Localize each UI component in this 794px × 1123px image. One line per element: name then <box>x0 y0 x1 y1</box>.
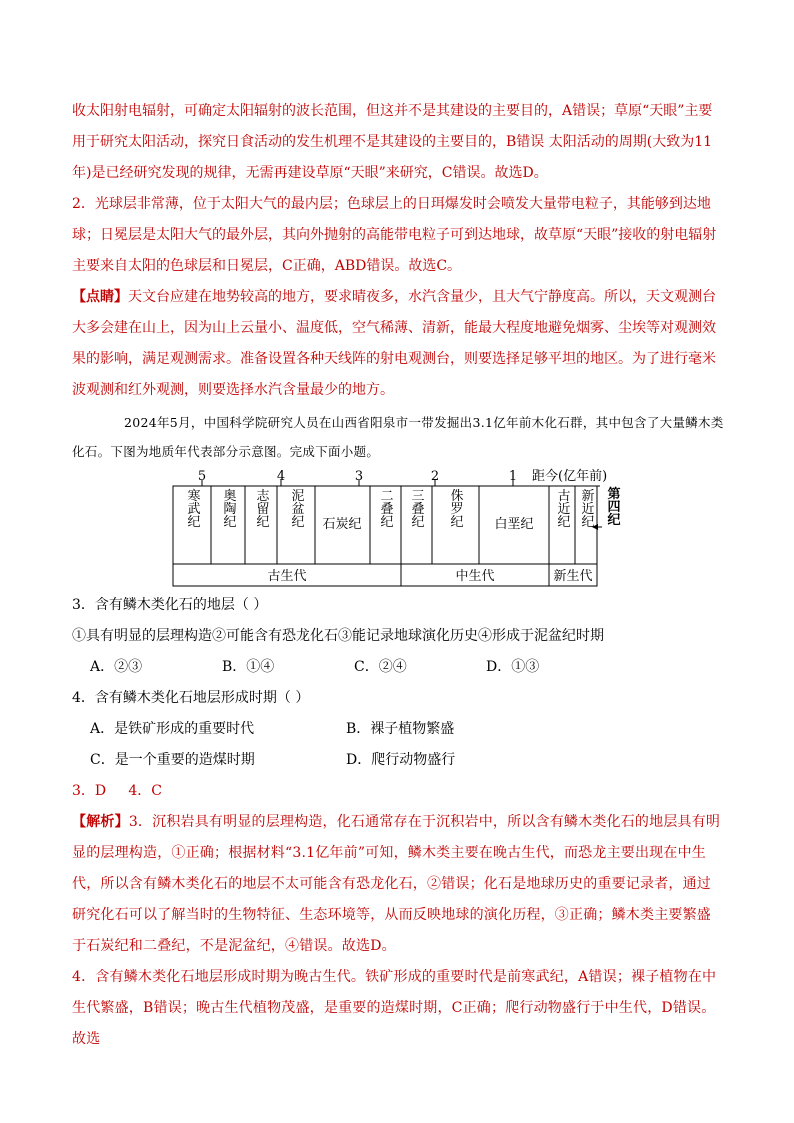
geologic-time-diagram <box>170 466 630 596</box>
era-label: 中生代 <box>455 569 495 584</box>
answer-key: 3．D 4．C <box>72 783 163 799</box>
period-label: 寒武纪 <box>184 488 200 528</box>
analysis-text-3: 3．沉积岩具有明显的层理构造，化石通常存在于沉积岩中，所以含有鳞木类化石的地层具有明显的层理构造，①正确；根据材料“3.1亿年前”可知，鳞木类主要在晚古生代，而恐龙主要出现在中生代，所以含有鳞木类化石的地层不太可能含有恐龙化石，②错误；化石是地球历史的重要记录者，通过研究化石可以了解当时的生物特征、生态环境等，从而反映地球的演化历程，③正确；鳞木类主要繁盛于石炭纪和二叠纪，不是泥盆纪，④错误。故选D。 <box>72 814 721 954</box>
question-4-options-row2 <box>72 745 724 776</box>
prev-analysis-para2: 2．光球层非常薄，位于太阳大气的最内层；色球层上的日珥爆发时会喷发大量带电粒子，其能够到达地球；日冕层是太阳大气的最外层，其向外抛射的高能带电粒子可到达地球，故草原“天眼”接收的射电辐射主要来自太阳的色球层和日冕层，C正确，ABD错误。故选C。 <box>72 196 717 274</box>
period-label: 白垩纪 <box>494 517 534 532</box>
option-a[interactable]: A．②③ <box>90 659 143 675</box>
question-3-statements: ①具有明显的层理构造②可能含有恐龙化石③能记录地球演化历史④形成于泥盆纪时期 <box>72 628 604 644</box>
period-label: 二叠纪 <box>377 488 393 528</box>
period-label: 石炭纪 <box>322 517 362 532</box>
option-b[interactable]: B．裸子植物繁盛 <box>346 721 455 737</box>
analysis-section <box>72 807 724 1055</box>
tick-label: 2 <box>430 469 440 484</box>
period-label: 泥盆纪 <box>288 488 304 528</box>
tick-label: 3 <box>354 469 364 484</box>
document-page <box>72 96 724 1055</box>
option-c[interactable]: C．是一个重要的造煤时期 <box>90 752 255 768</box>
tip-label: 【点睛】 <box>72 289 128 305</box>
period-label: 侏罗纪 <box>447 488 463 528</box>
axis-label: 距今(亿年前) <box>532 469 608 484</box>
option-d[interactable]: D．①③ <box>486 659 540 675</box>
tick-label: 5 <box>197 469 207 484</box>
tip-paragraph <box>72 282 724 406</box>
prev-analysis-para1: 收太阳射电辐射，可确定太阳辐射的波长范围，但这并不是其建设的主要目的，A错误；草原“天眼”主要用于研究太阳活动，探究日食活动的发生机理不是其建设的主要目的，B错误 太阳活动的周期(大致为11年)是已经研究发现的规律，无需再建设草原“天眼”来研究，C错误。故选D。 <box>72 103 713 181</box>
period-label: 第四纪 <box>604 486 620 526</box>
analysis-label: 【解析】 <box>72 814 129 830</box>
question-3-options <box>72 652 724 683</box>
analysis-para1 <box>72 807 724 962</box>
question-4-options-row1 <box>72 714 724 745</box>
period-label: 新近纪 <box>578 488 594 528</box>
option-c[interactable]: C．②④ <box>354 659 407 675</box>
period-label: 三叠纪 <box>408 488 424 528</box>
tick-label: 1 <box>508 469 518 484</box>
question-3-stem: 3．含有鳞木类化石的地层（ ） <box>72 597 268 613</box>
analysis-para2: 4．含有鳞木类化石地层形成时期为晚古生代。铁矿形成的重要时代是前寒武纪，A错误；裸子植物在中生代繁盛，B错误；晚古生代植物茂盛，是重要的造煤时期，C正确；爬行动物盛行于中生代，D错误。故选 <box>72 969 717 1047</box>
era-label: 古生代 <box>267 569 307 584</box>
tick-label: 4 <box>276 469 286 484</box>
period-label: 奥陶纪 <box>220 488 236 528</box>
option-a[interactable]: A．是铁矿形成的重要时代 <box>90 721 255 737</box>
tip-text: 天文台应建在地势较高的地方，要求晴夜多，水汽含量少，且大气宁静度高。所以，天文观测台大多会建在山上，因为山上云量小、温度低，空气稀薄、清新，能最大程度地避免烟雾、尘埃等对观测效果的影响，满足观测需求。准备设置各种天线阵的射电观测台，则要选择足够平坦的地区。为了进行毫米波观测和红外观测，则要选择水汽含量最少的地方。 <box>72 289 716 398</box>
option-d[interactable]: D．爬行动物盛行 <box>346 752 456 768</box>
period-label: 志留纪 <box>253 488 269 528</box>
question-intro: 2024年5月，中国科学院研究人员在山西省阳泉市一带发掘出3.1亿年前木化石群，其中包含了大量鳞木类化石。下图为地质年代表部分示意图。完成下面小题。 <box>72 415 724 459</box>
geologic-time-svg <box>170 466 630 596</box>
period-label: 古近纪 <box>554 488 570 528</box>
option-b[interactable]: B．①④ <box>222 659 275 675</box>
question-4-stem: 4．含有鳞木类化石地层形成时期（ ） <box>72 690 310 706</box>
era-label: 新生代 <box>553 569 593 584</box>
